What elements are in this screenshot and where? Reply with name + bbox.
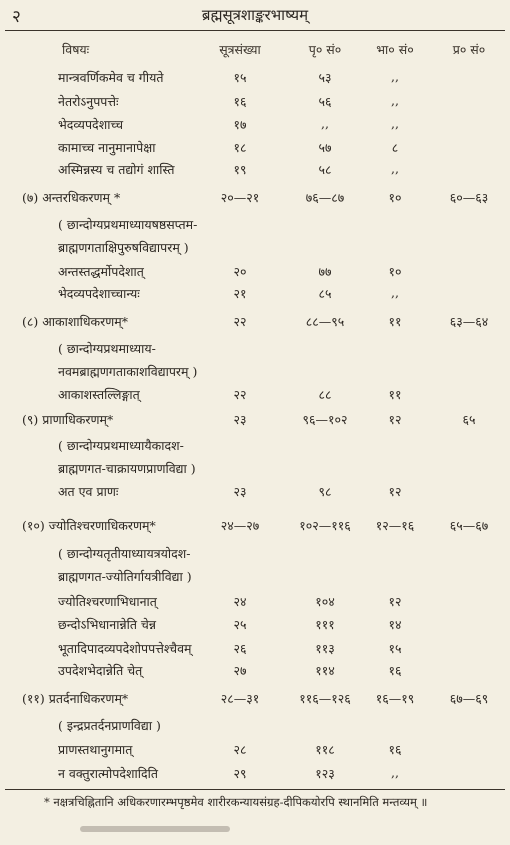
row-bhashya-number: १२ <box>388 412 402 427</box>
row-page-number: ११३ <box>315 641 335 656</box>
section-row <box>0 408 510 430</box>
row-subject: ( छान्दोग्यतृतीयाध्यायत्रयोदश- <box>58 546 191 561</box>
table-row <box>0 66 510 88</box>
row-bhashya-number: १५ <box>388 641 402 656</box>
section-row <box>0 514 510 536</box>
row-page-number: ,, <box>321 116 329 131</box>
row-page-number: ११४ <box>315 663 335 678</box>
row-page-number: ९६—१०२ <box>302 412 348 427</box>
row-page-number: ८८—९५ <box>305 314 345 329</box>
row-bhashya-number: १४ <box>388 617 402 632</box>
row-subject: कामाच्च नानुमानापेक्षा <box>58 140 156 155</box>
row-prakarana-number: ६०—६३ <box>449 190 489 205</box>
row-sutra-number: २४—२७ <box>220 518 260 533</box>
table-row <box>0 260 510 282</box>
row-subject: (७) अन्तरधिकरणम् * <box>22 190 121 205</box>
row-page-number: ९८ <box>318 484 332 499</box>
row-bhashya-number: १२ <box>388 594 402 609</box>
row-subject: ( इन्द्रप्रतर्दनप्राणविद्या ) <box>58 718 161 733</box>
row-prakarana-number: ६७—६९ <box>449 691 489 706</box>
row-subject: आकाशस्तल्लिङ्गात् <box>58 387 140 402</box>
table-row <box>0 590 510 612</box>
row-subject: छन्दोऽभिधानान्नेति चेन्न <box>58 617 156 632</box>
row-subject: (११) प्रतर्दनाधिकरणम्* <box>22 691 129 706</box>
table-row <box>0 457 510 479</box>
row-sutra-number: १६ <box>233 94 247 109</box>
table-row <box>0 659 510 681</box>
section-row <box>0 186 510 208</box>
row-sutra-number: २६ <box>233 641 247 656</box>
row-subject: (९) प्राणाधिकरणम्* <box>22 412 114 427</box>
row-prakarana-number: ६५—६७ <box>449 518 489 533</box>
row-subject: प्राणस्तथानुगमात् <box>58 742 133 757</box>
row-bhashya-number: १० <box>388 264 402 279</box>
row-subject: न वक्तुरात्मोपदेशादिति <box>58 766 158 781</box>
row-subject: (१०) ज्योतिश्चरणाधिकरणम्* <box>22 518 156 533</box>
row-page-number: ५६ <box>318 94 332 109</box>
row-bhashya-number: ,, <box>391 116 399 131</box>
row-sutra-number: २४ <box>233 594 247 609</box>
table-row <box>0 236 510 258</box>
row-page-number: ११६—१२६ <box>299 691 351 706</box>
row-subject: ( छान्दोग्यप्रथमाध्याय- <box>58 341 156 356</box>
row-bhashya-number: ८ <box>391 140 399 155</box>
table-row <box>0 360 510 382</box>
row-subject: अन्तस्तद्धर्मोपदेशात् <box>58 264 144 279</box>
table-row <box>0 434 510 456</box>
row-sutra-number: १७ <box>233 117 247 132</box>
table-row <box>0 480 510 502</box>
row-subject: भेदव्यपदेशाच्चान्यः <box>58 286 140 301</box>
row-sutra-number: २८ <box>233 742 247 757</box>
table-row <box>0 637 510 659</box>
row-page-number: ७७ <box>318 264 332 279</box>
row-bhashya-number: १६ <box>388 663 402 678</box>
row-subject: अत एव प्राणः <box>58 484 119 499</box>
row-sutra-number: २० <box>233 264 247 279</box>
row-bhashya-number: ,, <box>391 69 399 84</box>
row-page-number: ७६—८७ <box>305 190 345 205</box>
table-row <box>0 762 510 784</box>
section-row <box>0 687 510 709</box>
row-sutra-number: २३ <box>233 412 247 427</box>
column-header-page: पृ० सं० <box>308 42 342 57</box>
row-page-number: ११८ <box>315 742 335 757</box>
row-sutra-number: २९ <box>233 766 247 781</box>
footnote: * नक्षत्रचिह्नितानि अधिकरणारम्भपृष्ठमेव शारीरकन्यायसंग्रह-दीपिकयोरपि स्थानमिति मन्तव्यम् ॥ <box>44 795 428 809</box>
row-subject: मान्त्रवर्णिकमेव च गीयते <box>58 70 164 85</box>
row-page-number: ८५ <box>318 286 332 301</box>
table-row <box>0 282 510 304</box>
row-subject: उपदेशभेदान्नेति चेत् <box>58 663 143 678</box>
row-bhashya-number: १२ <box>388 484 402 499</box>
row-sutra-number: २३ <box>233 484 247 499</box>
header-rule <box>5 30 505 31</box>
row-sutra-number: २५ <box>233 617 247 632</box>
row-bhashya-number: ,, <box>391 161 399 176</box>
row-subject: नवमब्राह्मणगताकाशविद्यापरम् ) <box>58 364 198 379</box>
table-row <box>0 113 510 135</box>
row-sutra-number: २१ <box>233 286 247 301</box>
row-subject: ब्राह्मणगत-चाक्रायणप्राणविद्या ) <box>58 461 196 476</box>
footer-rule <box>5 789 505 790</box>
row-bhashya-number: १० <box>388 190 402 205</box>
row-sutra-number: २८—३१ <box>220 691 260 706</box>
row-prakarana-number: ६५ <box>462 412 476 427</box>
row-bhashya-number: ,, <box>391 285 399 300</box>
table-row <box>0 158 510 180</box>
column-header-subject: विषयः <box>62 42 90 57</box>
row-subject: ज्योतिश्चरणाभिधानात् <box>58 594 157 609</box>
table-row <box>0 714 510 736</box>
row-prakarana-number: ६३—६४ <box>449 314 489 329</box>
row-bhashya-number: ११ <box>388 387 402 402</box>
row-subject: ब्राह्मणगत-ज्योतिर्गायत्रीविद्या ) <box>58 569 192 584</box>
row-sutra-number: २२ <box>233 387 247 402</box>
row-sutra-number: १८ <box>233 140 247 155</box>
row-page-number: ५३ <box>318 70 332 85</box>
table-row <box>0 90 510 112</box>
column-header-row <box>0 38 510 60</box>
row-sutra-number: २७ <box>233 663 247 678</box>
row-page-number: १०२—११६ <box>299 518 351 533</box>
row-subject: अस्मिन्नस्य च तद्योगं शास्ति <box>58 162 175 177</box>
column-header-sutra: सूत्रसंख्या <box>219 42 261 57</box>
row-subject: भेदव्यपदेशाच्च <box>58 117 124 132</box>
table-row <box>0 136 510 158</box>
table-row <box>0 383 510 405</box>
row-sutra-number: १५ <box>233 70 247 85</box>
row-bhashya-number: ११ <box>388 314 402 329</box>
row-subject: ब्राह्मणगताक्षिपुरुषविद्यापरम् ) <box>58 240 189 255</box>
table-row <box>0 213 510 235</box>
row-bhashya-number: ,, <box>391 765 399 780</box>
row-subject: ( छान्दोग्यप्रथमाध्यायैकादश- <box>58 438 184 453</box>
print-smudge <box>80 826 230 832</box>
row-subject: भूतादिपादव्यपदेशोपपत्तेश्चैवम् <box>58 641 192 656</box>
row-bhashya-number: १२—१६ <box>375 518 415 533</box>
row-page-number: १०४ <box>315 594 335 609</box>
row-bhashya-number: १६—१९ <box>375 691 415 706</box>
row-sutra-number: २०—२१ <box>220 190 260 205</box>
table-row <box>0 337 510 359</box>
row-page-number: ५८ <box>318 162 332 177</box>
row-sutra-number: १९ <box>233 162 247 177</box>
table-row <box>0 613 510 635</box>
table-row <box>0 565 510 587</box>
row-page-number: ५७ <box>318 140 332 155</box>
page-number: २ <box>12 7 21 27</box>
column-header-prakarana: प्र० सं० <box>452 42 486 57</box>
page-title: ब्रह्मसूत्रशाङ्करभाष्यम् <box>201 6 309 24</box>
row-page-number: ८८ <box>318 387 332 402</box>
row-subject: (८) आकाशाधिकरणम्* <box>22 314 128 329</box>
column-header-bhashya: भा० सं० <box>376 42 414 57</box>
row-sutra-number: २२ <box>233 314 247 329</box>
row-subject: नेतरोऽनुपपत्तेः <box>58 94 119 109</box>
row-subject: ( छान्दोग्यप्रथमाध्यायषष्ठसप्तम- <box>58 217 198 232</box>
section-row <box>0 310 510 332</box>
table-row <box>0 738 510 760</box>
row-bhashya-number: १६ <box>388 742 402 757</box>
table-row <box>0 542 510 564</box>
row-page-number: १११ <box>315 617 335 632</box>
row-bhashya-number: ,, <box>391 93 399 108</box>
row-page-number: १२३ <box>315 766 335 781</box>
